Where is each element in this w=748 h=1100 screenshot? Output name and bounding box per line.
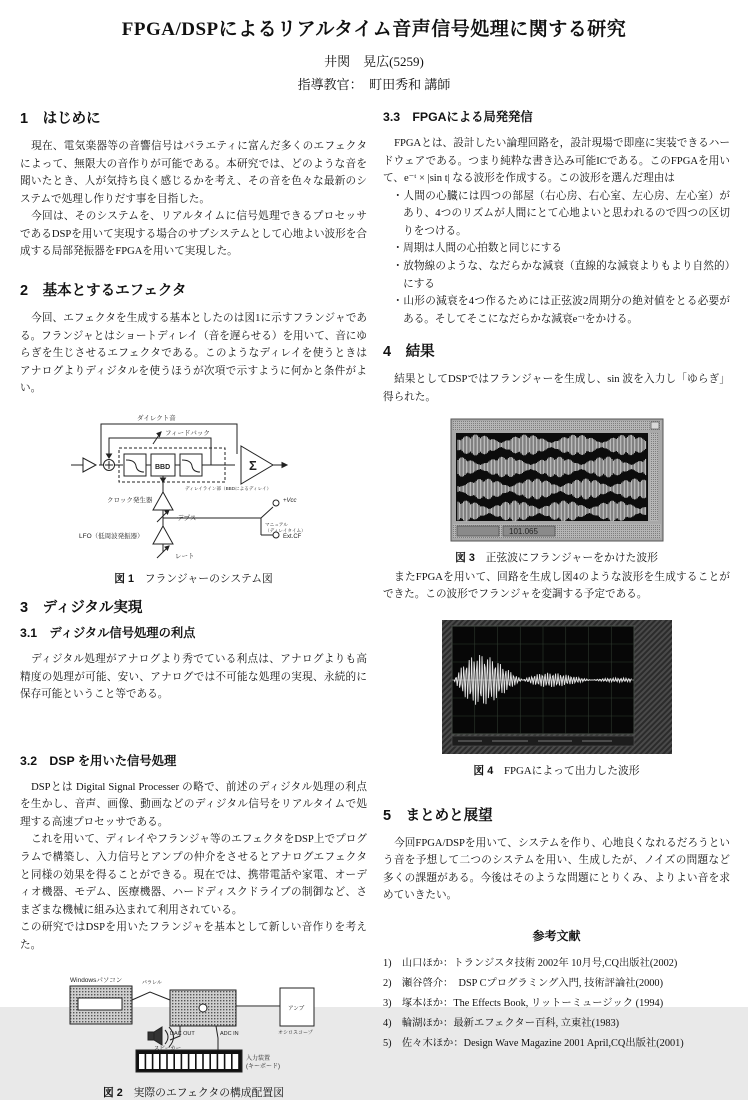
paper-title: FPGA/DSPによるリアルタイム音声信号処理に関する研究	[121, 19, 627, 40]
fig1-manual-label2: （ディレイタイム）	[264, 527, 306, 533]
fig2-input-label2: (キーボード)	[245, 1064, 280, 1071]
fig1-delayline-label: ディレイライン部（BBDによるディレイ）	[184, 485, 271, 491]
fig3-status-value: 101.065	[508, 526, 538, 536]
section3-heading: 3 ディジタル実現	[20, 599, 143, 616]
fig1-vcc-label: +Vcc	[282, 497, 297, 504]
fig1-feedback-label: フィードバック	[164, 429, 210, 437]
paper-author: 井関 晃広(5259)	[324, 54, 424, 69]
bullet-item: ・人間の心臓には四つの部屋（右心房、右心室、左心房、左心室）があり、4つのリズムが人間にとて心地よいと思われるので四つの区切りをつける。	[392, 190, 730, 237]
section3-2-heading: 3.2 DSP を用いた信号処理	[20, 753, 177, 768]
fig2-blocks	[70, 986, 314, 1072]
figure3-caption-text: 正弦波にフランジャーをかけた波形	[485, 551, 658, 564]
section3-3-heading: 3.3 FPGAによる局発発信	[383, 110, 533, 124]
right-column	[383, 105, 730, 1100]
references-list	[383, 954, 730, 1054]
figure2-caption	[20, 1085, 367, 1100]
bullet-item: ・放物線のような、なだらかな減衰（直線的な減衰よりもより自然的）にする	[392, 261, 730, 290]
section1-heading: 1 はじめに	[20, 111, 101, 127]
fig2-dac-label: DAC OUT	[169, 1031, 195, 1038]
two-column-layout	[0, 93, 748, 1100]
flanger-system-diagram	[65, 410, 323, 562]
section3-1-heading: 3.1 ディジタル信号処理の利点	[20, 625, 196, 640]
fig2-input-label: 入力装置	[245, 1056, 270, 1063]
left-column	[20, 105, 367, 1100]
section2-paragraph: 今回、エフェクタを生成する基本としたのは図1に示すフランジャである。フランジャとはショートディレイ（音を遅らせる）を用いて、音にゆらぎを生じさせるエフェクタである。このようなディレイを使うときはアナログよりディジタルを使うほうが次項で示すように何かと条件がよい。	[20, 313, 367, 395]
figure2-caption-number: 図 2	[102, 1087, 123, 1100]
flanged-sine-waveform-screenshot	[451, 419, 663, 541]
effector-configuration-diagram	[58, 970, 330, 1076]
fig1-direct-label: ダイレクト音	[136, 414, 176, 422]
figure3	[383, 419, 730, 565]
paper-advisor: 指導教官： 町田秀和 講師	[297, 77, 451, 92]
figure4-caption	[383, 763, 730, 778]
fig2-pc-label: Windowsパソコン	[69, 977, 122, 985]
reference-item: 3) 塚本ほか：The Effects Book, リットーミュージック (1994)	[383, 998, 664, 1010]
figure1-caption	[20, 571, 367, 586]
section4-paragraph: 結果としてDSPではフランジャーを生成し、sin 波を入力し「ゆらぎ」得られた。	[383, 374, 730, 403]
bullet-item: ・周期は人間の心拍数と同じにする	[392, 243, 563, 255]
section1-paragraph: 現在、電気楽器等の音響信号はバラエティに富んだ多くのエフェクタによって、無限大の音作りが可能である。本研究では、どのような音を聞いたとき、人が気持ち良く感じるかを考え、その音を色々な最新のシステムで処理し作りだす事を目指した。	[20, 141, 367, 205]
reference-item: 4) 輪湖ほか：最新エフェクター百科, 立東社(1983)	[383, 1018, 620, 1030]
figure3-caption	[383, 550, 730, 565]
section3-2-paragraph: この研究ではDSPを用いたフランジャを基本として新しい音作りを考えた。	[20, 922, 367, 951]
section3-2-paragraph: これを用いて、ディレイやフランジャ等のエフェクタをDSP上でプログラムで構築し、入力信号とアンプの仲介をさせるとアナログエフェクタと同様の効果を得ることができる。現在では、携帯電話や家電、オーディオ機器、モデム、医療機器、ハードディスクドライブの制御など、さまざまな機械に組み込まれて利用されている。	[20, 834, 367, 916]
figure3-caption-number: 図 3	[455, 551, 475, 564]
section3-2-paragraph: DSPとは Digital Signal Processer の略で、前述のディジタル処理の利点を生かし、音声、画像、動画などのディジタル信号をリアルタイムで処理する高速プロセッサである。	[20, 781, 367, 828]
figure4-caption-text: FPGAによって出力した波形	[504, 764, 640, 777]
fig1-manual-label: マニュアル	[264, 521, 288, 527]
fig3-titlebar	[453, 421, 661, 430]
references-heading: 参考文献	[532, 928, 581, 943]
fig1-sigma-label: Σ	[248, 457, 257, 473]
section3-3-paragraph: FPGAとは、設計したい論理回路を，設計現場で即座に実装できるハードウェアである。つまり純粋な書き込み可能ICである。このFPGAを用いて、e⁻ᵗ × |sin t| なる波形を作成する。この波形を選んだ理由は	[383, 138, 730, 185]
section2-heading: 2 基本とするエフェクタ	[20, 283, 187, 300]
section4-heading: 4 結果	[383, 344, 435, 361]
figure2	[20, 970, 367, 1100]
fig1-labels	[79, 413, 306, 560]
spacer	[20, 704, 367, 738]
section1-paragraph: 今回は、そのシステムを、リアルタイムに信号処理できるプロセッサであるDSPを用いて実現する場合のサブシステムとして心地よい波形を合成する局部発振器をFPGAを用いて実現した。	[20, 211, 367, 258]
figure4	[383, 620, 730, 778]
figure1-caption-text: フランジャーのシステム図	[144, 572, 273, 585]
section5-heading: 5 まとめと展望	[383, 807, 493, 824]
fig1-clock-label: クロック発生器	[106, 496, 152, 504]
fig1-extcf-label: Ext.CF	[282, 533, 301, 540]
fig1-lfo-label: LFO（低周波発振器）	[78, 532, 144, 540]
figure2-caption-text: 実際のエフェクタの構成配置図	[133, 1087, 284, 1100]
section3-1-paragraph: ディジタル処理がアナログより秀でている利点は、アナログよりも高精度の処理が可能、安い、アナログでは不可能な処理の実現、永続的に保存可能ということ等である。	[20, 653, 367, 701]
figure1-caption-number: 図 1	[114, 572, 134, 585]
fig2-adc-label: ADC IN	[219, 1031, 239, 1038]
fig1-depth-label: デプス	[176, 514, 196, 522]
paper-header	[0, 0, 748, 93]
reference-item: 5) 佐々木ほか：Design Wave Magazine 2001 April,CQ出版社(2001)	[383, 1038, 684, 1050]
fig2-amp-label: アンプ	[287, 1006, 304, 1013]
fig1-rate-label: レート	[174, 552, 194, 560]
fig2-speaker-label: スピーカー	[153, 1046, 181, 1053]
fpga-output-waveform-screenshot	[442, 620, 672, 754]
bullet-item: ・山形の減衰を4つ作るためには正弦波2周期分の絶対値をとる必要がある。そしてそこになだらかな減衰e⁻ᵗをかける。	[392, 296, 730, 325]
figure1	[20, 410, 367, 586]
reference-item: 1) 山口ほか：トランジスタ技術 2002年 10月号,CQ出版社(2002)	[383, 957, 678, 969]
fig3-scrollbar	[650, 433, 658, 521]
fig2-scope-label: オシロスコープ	[277, 1030, 313, 1037]
section4-paragraph: またFPGAを用いて、回路を生成し図4のような波形を生成することができた。この波形でフランジャを変調する予定である。	[383, 571, 730, 601]
section5-paragraph: 今回FPGA/DSPを用いて、システムを作り、心地良くなれるだろうという音を予想して二つのシステムを用い、生成したが、ノイズの問題など多くの課題がある。今後はそのような問題にとりくみ、よりよい音を求めていきたい。	[383, 837, 730, 902]
figure4-caption-number: 図 4	[473, 764, 494, 777]
fig3-close-icon	[651, 422, 659, 429]
section3-3-bullets	[383, 188, 730, 329]
fig2-parallel-label: パラレル	[141, 980, 162, 987]
fig1-bbd-label: BBD	[154, 463, 170, 471]
reference-item: 2) 瀬谷啓介： DSP Cプログラミング入門, 技術評論社(2000)	[383, 978, 664, 990]
